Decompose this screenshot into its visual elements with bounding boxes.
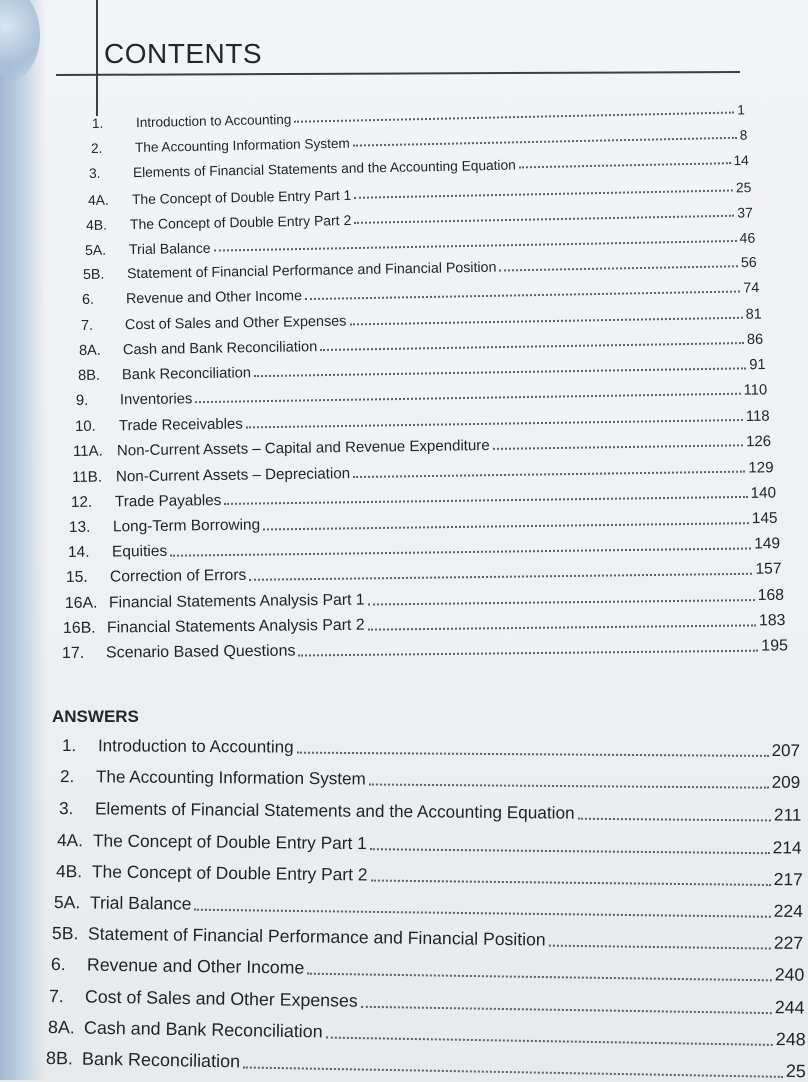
entry-page-number: 1 xyxy=(737,102,746,118)
entry-number: 3. xyxy=(58,798,74,819)
entry-page-number: 37 xyxy=(737,204,754,221)
leader-dots xyxy=(298,650,758,657)
entry-number: 16A. xyxy=(64,594,98,612)
entry-page-number: 145 xyxy=(751,509,778,528)
entry-title: Financial Statements Analysis Part 1 xyxy=(108,591,365,612)
leader-dots xyxy=(370,879,770,885)
entry-page-number: 149 xyxy=(753,535,780,553)
entry-title: Cost of Sales and Other Expenses xyxy=(85,986,359,1011)
leader-dots xyxy=(367,599,754,605)
entry-page-number: 81 xyxy=(745,305,762,323)
entry-title: Trial Balance xyxy=(128,239,211,258)
entry-number: 3. xyxy=(88,166,101,182)
answers-entry xyxy=(51,954,805,986)
entry-number: 5A. xyxy=(53,892,81,913)
entry-page-number: 240 xyxy=(774,964,805,986)
entry-title: Non-Current Assets – Capital and Revenue Expenditure xyxy=(117,437,491,460)
entry-number: 8B. xyxy=(45,1048,74,1069)
entry-number: 8A. xyxy=(79,342,102,359)
entry-number: 14. xyxy=(67,543,90,562)
entry-number: 5A. xyxy=(84,241,107,258)
leader-dots xyxy=(500,265,739,271)
entry-title: Equities xyxy=(111,542,167,561)
entry-page-number: 209 xyxy=(771,772,801,793)
entry-page-number: 195 xyxy=(761,637,789,655)
contents-entry xyxy=(65,586,784,612)
entry-page-number: 183 xyxy=(759,611,786,630)
leader-dots xyxy=(361,1005,772,1013)
answers-heading: ANSWERS xyxy=(52,707,139,726)
answers-entry xyxy=(49,986,805,1019)
entry-page-number: 25 xyxy=(785,1060,807,1082)
entry-title: Cost of Sales and Other Expenses xyxy=(124,313,347,333)
entry-title: The Concept of Double Entry Part 1 xyxy=(93,829,368,853)
leader-dots xyxy=(170,548,751,557)
leader-dots xyxy=(355,214,735,223)
entry-page-number: 211 xyxy=(773,804,802,826)
entry-page-number: 110 xyxy=(743,382,768,399)
leader-dots xyxy=(250,573,753,581)
entry-number: 7. xyxy=(80,317,93,334)
entry-page-number: 46 xyxy=(739,229,756,246)
contents-entry xyxy=(76,382,767,409)
entry-title: Cash and Bank Reconciliation xyxy=(83,1017,323,1042)
entry-page-number: 56 xyxy=(741,255,758,272)
contents-entry xyxy=(85,230,756,258)
entry-title: Statement of Financial Performance and Financial Position xyxy=(127,259,497,283)
leader-dots xyxy=(368,624,756,630)
entry-number: 12. xyxy=(70,493,92,511)
entry-title: Inventories xyxy=(120,391,193,409)
answers-entry xyxy=(57,830,802,859)
entry-page-number: 126 xyxy=(746,433,772,451)
answers-entry xyxy=(46,1048,806,1082)
entry-title: The Concept of Double Entry Part 2 xyxy=(130,211,352,232)
entry-number: 5B. xyxy=(52,923,79,944)
contents-entry xyxy=(92,102,745,131)
answers-entry xyxy=(60,767,800,793)
leader-dots xyxy=(353,470,745,477)
entry-page-number: 244 xyxy=(774,996,805,1018)
contents-heading: CONTENTS xyxy=(104,38,262,69)
leader-dots xyxy=(369,784,769,789)
entry-number: 11A. xyxy=(73,443,104,461)
entry-title: Financial Statements Analysis Part 2 xyxy=(107,616,366,637)
entry-page-number: 25 xyxy=(735,178,752,195)
contents-entry xyxy=(72,459,774,486)
entry-title: Revenue and Other Income xyxy=(86,954,305,979)
contents-entry xyxy=(69,510,778,537)
entry-page-number: 129 xyxy=(748,458,774,477)
contents-entry xyxy=(90,128,747,156)
entry-number: 4A. xyxy=(57,829,84,850)
entry-number: 4B. xyxy=(86,216,108,233)
leader-dots xyxy=(243,1066,783,1077)
contents-entry xyxy=(89,153,749,181)
contents-entry xyxy=(63,612,786,638)
entry-number: 17. xyxy=(61,644,85,662)
contents-entry xyxy=(79,331,763,358)
entry-page-number: 91 xyxy=(748,356,766,374)
leader-dots xyxy=(352,137,736,147)
contents-entry xyxy=(88,179,752,208)
contents-entry xyxy=(62,637,788,663)
leader-dots xyxy=(519,163,731,169)
entry-title: Introduction to Accounting xyxy=(135,111,292,131)
entry-title: The Accounting Information System xyxy=(96,767,367,789)
entry-title: Trade Payables xyxy=(114,491,222,511)
entry-number: 6. xyxy=(81,292,95,309)
contents-entry xyxy=(83,255,757,283)
leader-dots xyxy=(349,316,742,325)
entry-number: 6. xyxy=(50,954,66,975)
entry-title: Bank Reconciliation xyxy=(121,365,251,384)
leader-dots xyxy=(370,848,770,854)
leader-dots xyxy=(213,240,736,252)
entry-page-number: 140 xyxy=(750,484,776,502)
leader-dots xyxy=(254,367,746,377)
contents-entry xyxy=(73,433,771,460)
entry-title: Elements of Financial Statements and the Accounting Equation xyxy=(94,798,575,824)
entry-number: 15. xyxy=(66,569,89,587)
entry-title: Trade Receivables xyxy=(118,415,243,435)
leader-dots xyxy=(493,445,743,451)
entry-page-number: 217 xyxy=(773,868,803,890)
leader-dots xyxy=(354,189,733,198)
entry-page-number: 86 xyxy=(746,331,764,348)
entry-number: 16B. xyxy=(63,619,97,637)
entry-number: 5B. xyxy=(83,266,105,284)
entry-page-number: 224 xyxy=(773,900,804,922)
leader-dots xyxy=(325,1036,772,1045)
leader-dots xyxy=(549,945,771,950)
entry-title: The Concept of Double Entry Part 2 xyxy=(91,861,368,885)
entry-title: Trial Balance xyxy=(89,892,192,914)
entry-title: Non-Current Assets – Depreciation xyxy=(115,464,351,486)
entry-page-number: 227 xyxy=(774,932,804,954)
entry-page-number: 74 xyxy=(743,280,760,297)
leader-dots xyxy=(196,393,741,403)
entry-title: Revenue and Other Income xyxy=(125,288,303,308)
leader-dots xyxy=(246,419,743,428)
contents-entry xyxy=(66,561,782,588)
contents-entry xyxy=(75,408,770,435)
contents-entry xyxy=(82,281,760,309)
entry-title: Correction of Errors xyxy=(110,567,247,586)
entry-title: Introduction to Accounting xyxy=(97,736,294,757)
entry-page-number: 207 xyxy=(771,740,801,761)
leader-dots xyxy=(307,973,772,982)
entry-number: 9. xyxy=(76,392,89,410)
entry-number: 2. xyxy=(60,767,75,787)
contents-entry xyxy=(86,204,753,233)
entry-page-number: 118 xyxy=(745,407,770,426)
answers-entry xyxy=(54,892,803,922)
leader-dots xyxy=(224,496,747,505)
answers-entry xyxy=(52,923,803,954)
entry-page-number: 157 xyxy=(755,560,782,579)
entry-title: Elements of Financial Statements and the Accounting Equation xyxy=(132,157,517,181)
entry-number: 8A. xyxy=(47,1016,75,1038)
leader-dots xyxy=(194,909,770,918)
entry-title: Long-Term Borrowing xyxy=(113,516,261,536)
answers-entry xyxy=(55,861,802,890)
entry-title: The Accounting Information System xyxy=(134,135,350,156)
entry-page-number: 8 xyxy=(739,127,748,143)
entry-page-number: 214 xyxy=(772,836,802,858)
contents-entry xyxy=(68,535,780,562)
contents-entry xyxy=(78,357,766,384)
contents-entry xyxy=(80,306,761,334)
entry-number: 1. xyxy=(91,115,104,131)
leader-dots xyxy=(305,291,740,301)
entry-number: 10. xyxy=(74,417,96,436)
leader-dots xyxy=(320,342,744,351)
entry-number: 2. xyxy=(90,140,103,157)
entry-page-number: 168 xyxy=(757,586,784,604)
entry-title: The Concept of Double Entry Part 1 xyxy=(131,186,352,207)
leader-dots xyxy=(577,818,770,822)
answers-entry xyxy=(47,1017,805,1050)
answers-entry xyxy=(62,736,800,761)
entry-number: 4B. xyxy=(55,860,82,882)
answers-entry xyxy=(59,798,802,826)
entry-title: Bank Reconciliation xyxy=(81,1048,241,1072)
entry-page-number: 248 xyxy=(775,1028,806,1050)
entry-number: 8B. xyxy=(77,367,100,384)
entry-number: 13. xyxy=(69,518,91,537)
entry-title: Scenario Based Questions xyxy=(105,642,296,662)
entry-number: 4A. xyxy=(87,191,109,208)
entry-number: 7. xyxy=(49,985,65,1006)
leader-dots xyxy=(263,522,749,530)
entry-title: Cash and Bank Reconciliation xyxy=(123,338,318,358)
entry-number: 11B. xyxy=(71,468,103,486)
leader-dots xyxy=(294,112,734,123)
contents-entry xyxy=(70,484,775,510)
entry-number: 1. xyxy=(61,736,77,756)
entry-title: Statement of Financial Performance and Financial Position xyxy=(88,923,547,950)
entry-page-number: 14 xyxy=(733,153,750,169)
leader-dots xyxy=(297,752,769,757)
